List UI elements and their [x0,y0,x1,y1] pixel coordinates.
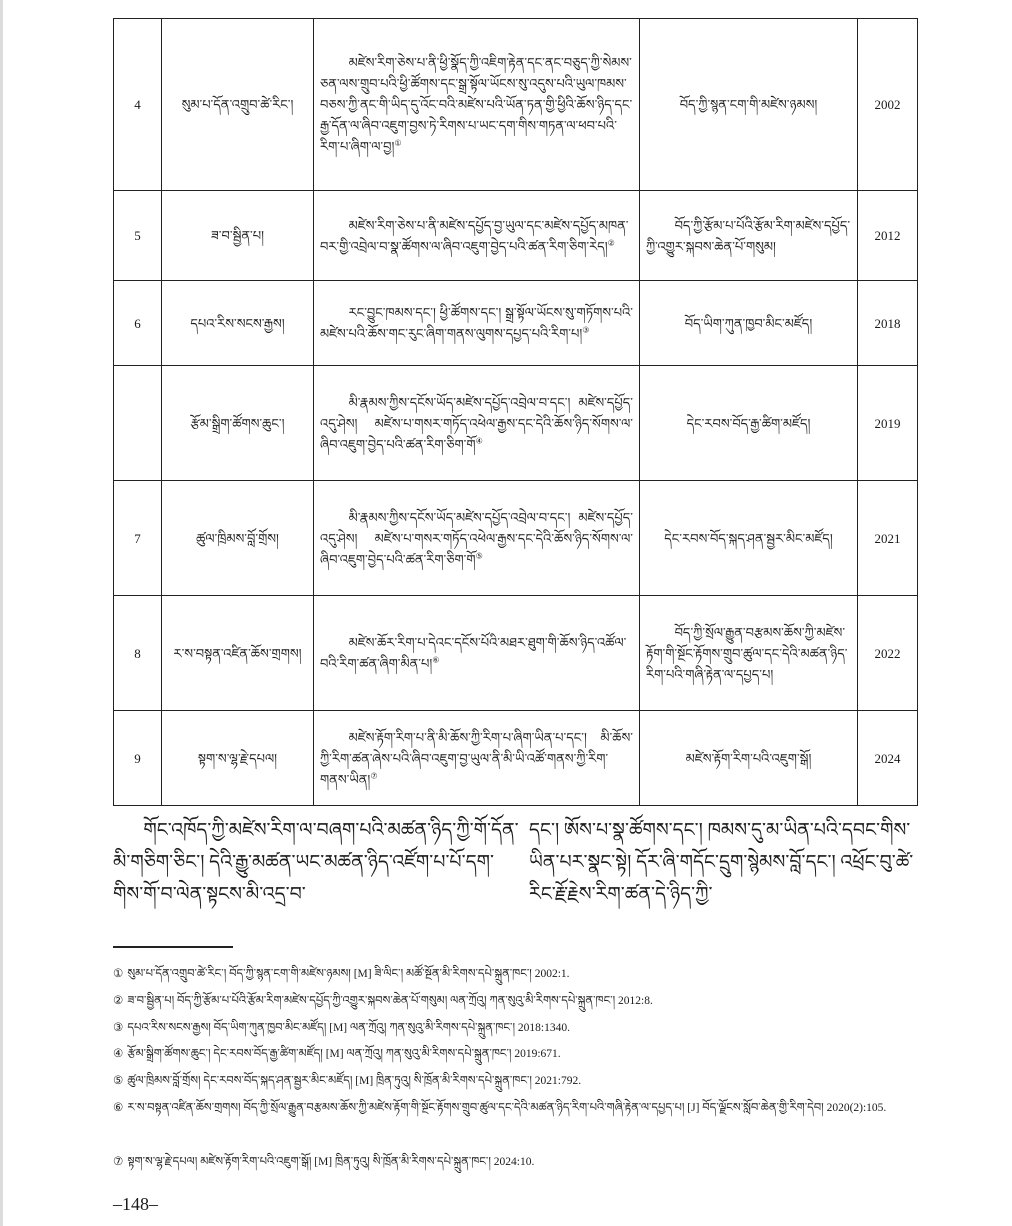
footnote [113,1149,917,1175]
footnote-ref[interactable]: ③ [582,325,590,335]
author-name: དཔའ་རིས་སངས་རྒྱས། [162,281,314,366]
table-row [114,596,918,711]
footnote-text: ཚུལ་ཁྲིམས་བློ་གྲོས། དེང་རབས་བོད་སྐད་ཤན་སྦྱར་མིང་མཛོད། [M] ཁྲིན་ཏུའུ། སི་ཁྲོན་མི་རིགས་དཔེ་སྐྲུན་ཁང་། 2021:792. [127,1075,582,1087]
table-row [114,19,918,191]
work-title: དེང་རབས་བོད་རྒྱ་ཚིག་མཛོད། [640,366,858,481]
footnote-text: དཔའ་རིས་སངས་རྒྱས། བོད་ཡིག་ཀུན་ཁྱབ་མིང་མཛོད། [M] ལན་ཀྲོའུ། ཀན་སུའུ་མི་རིགས་དཔེ་སྐྲུན་ཁང་། 2018:1340. [127,1022,570,1034]
table-row [114,366,918,481]
row-number: 6 [114,281,162,366]
page-number: –148– [113,1194,158,1214]
definitions-table [113,18,918,806]
year: 2019 [858,366,918,481]
footnote-mark: ④ [113,1048,124,1060]
year: 2024 [858,711,918,806]
row-number: 4 [114,19,162,191]
page-edge [0,0,3,1226]
work-title: བོད་ཡིག་ཀུན་ཁྱབ་མིང་མཛོད། [640,281,858,366]
row-number: 8 [114,596,162,711]
author-name: ཟ་བ་སྦྱིན་པ། [162,191,314,281]
work-title: བོད་ཀྱི་རྩོམ་པ་པོའི་རྩོམ་རིག་མཛེས་དཔྱོད་ཀྱི་འགྱུར་སྐབས་ཆེན་པོ་གསུམ། [640,191,858,281]
footnote-text: སུམ་པ་དོན་འགྲུབ་ཚེ་རིང་། བོད་ཀྱི་སྙན་ངག་གི་མཛེས་ཉམས། [M] ཟི་ལིང་། མཚོ་སྔོན་མི་རིགས་དཔེ་སྐྲུན་ཁང་། 2002:1. [127,968,570,980]
author-name: ར་ས་བསྟན་འཛིན་ཆོས་གྲགས། [162,596,314,711]
definition-text: མཛེས་རིག་ཅེས་པ་ནི་མཛེས་དཔྱོད་བྱ་ཡུལ་དང་མཛེས་དཔྱོད་མཁན་བར་གྱི་འབྲེལ་བ་སྣ་ཚོགས་ལ་ཞིབ་འཇུག་བྱེད་པའི་ཚན་རིག་ཅིག་རེད།② [314,191,640,281]
footnote-separator [113,946,233,948]
footnote [113,1041,917,1067]
footnote-text: སྟག་ས་ལྷ་རྗེ་དཔལ། མཛེས་རྟོག་རིག་པའི་འཇུག་སྒོ། [M] ཁྲིན་ཏུའུ། སི་ཁྲོན་མི་རིགས་དཔེ་སྐྲུན་ཁང་། 2024:10. [127,1156,535,1168]
author-name: རྩོམ་སྒྲིག་ཚོགས་ཆུང་། [162,366,314,481]
author-name: ཚུལ་ཁྲིམས་བློ་གྲོས། [162,481,314,596]
definition-text: མི་རྣམས་ཀྱིས་དངོས་ཡོད་མཛེས་དཔྱོད་འབྲེལ་བ་དང་། མཛེས་དཔྱོད་འདུ་ཤེས། མཛེས་པ་གསར་གཏོད་འཕེལ་རྒྱས་དང་དེའི་ཆོས་ཉིད་སོགས་ལ་ཞིབ་འཇུག་བྱེད་པའི་ཚན་རིག་ཅིག་གོ④ [314,366,640,481]
footnote-mark: ③ [113,1022,124,1034]
footnote-ref[interactable]: ⑤ [475,551,483,561]
definition-text: རང་བྱུང་ཁམས་དང་། ཕྱི་ཚོགས་དང་། སྒྲ་སྟོལ་ཡོངས་སུ་གཏོགས་པའི་མཛེས་པའི་ཆོས་གང་རུང་ཞིག་གནས་ལུགས་དཔྱད་པའི་རིག་པ།③ [314,281,640,366]
row-number: 5 [114,191,162,281]
footnote [113,1015,917,1041]
footnote-text: རྩོམ་སྒྲིག་ཚོགས་ཆུང་། དེང་རབས་བོད་རྒྱ་ཚིག་མཛོད། [M] ལན་ཀྲོའུ། ཀན་སུའུ་མི་རིགས་དཔེ་སྐྲུན་ཁང་། 2019:671. [127,1048,561,1060]
footnote-mark: ⑦ [113,1156,124,1168]
footnote [113,988,917,1014]
footnote-ref[interactable]: ⑦ [370,771,378,781]
table-row [114,191,918,281]
year: 2022 [858,596,918,711]
work-title: བོད་ཀྱི་སྙན་ངག་གི་མཛེས་ཉམས། [640,19,858,191]
work-title: བོད་ཀྱི་སྲོལ་རྒྱུན་བརྩམས་ཆོས་ཀྱི་མཛེས་རྟོག་གི་སྔོང་རྟོགས་གྲུབ་ཚུལ་དང་དེའི་མཚན་ཉིད་རིག་པའི་གཞི་རྟེན་ལ་དཔྱད་པ། [640,596,858,711]
work-title: དེང་རབས་བོད་སྐད་ཤན་སྦྱར་མིང་མཛོད། [640,481,858,596]
footnote-mark: ② [113,995,124,1007]
definition-text: མི་རྣམས་ཀྱིས་དངོས་ཡོད་མཛེས་དཔྱོད་འབྲེལ་བ་དང་། མཛེས་དཔྱོད་འདུ་ཤེས། མཛེས་པ་གསར་གཏོད་འཕེལ་རྒྱས་དང་དེའི་ཆོས་ཉིད་སོགས་ལ་ཞིབ་འཇུག་བྱེད་པའི་ཚན་རིག་ཅིག་གོ⑤ [314,481,640,596]
footnote [113,1068,917,1094]
year: 2018 [858,281,918,366]
work-title: མཛེས་རྟོག་རིག་པའི་འཇུག་སྒོ། [640,711,858,806]
author-name: སྟག་ས་ལྷ་རྗེ་དཔལ། [162,711,314,806]
footnote-text: ཟ་བ་སྦྱིན་པ། བོད་ཀྱི་རྩོམ་པ་པོའི་རྩོམ་རིག་མཛེས་དཔྱོད་ཀྱི་འགྱུར་སྐབས་ཆེན་པོ་གསུམ། ལན་ཀྲོའུ། ཀན་སུའུ་མི་རིགས་དཔེ་སྐྲུན་ཁང་། 2012:8. [127,995,653,1007]
row-number: 9 [114,711,162,806]
row-number [114,366,162,481]
body-column-right: དང་། ཨོས་པ་སྣ་ཚོགས་དང་། ཁམས་དུ་མ་ཡིན་པའི་དབང་གིས་ཡིན་པར་སྣང་སྟེ། དོར་ཞི་གདོང་དྲུག་སྙེམས་བློ་དང་། འཕྲོང་བུ་ཚེ་རིང་རྗོ་རྗེས་རིག་ཚན་དེ་ཉིད་ཀྱི་ [529,820,914,905]
year: 2021 [858,481,918,596]
row-number: 7 [114,481,162,596]
footnote [113,1095,917,1121]
footnote-text: ར་ས་བསྟན་འཛིན་ཆོས་གྲགས། བོད་ཀྱི་སྲོལ་རྒྱུན་བརྩམས་ཆོས་ཀྱི་མཛེས་རྟོག་གི་སྔོང་རྟོགས་གྲུབ་ཚུལ་དང་དེའི་མཚན་ཉིད་རིག་པའི་གཞི་རྟེན་ལ་དཔྱད་པ། [J] བོད་ལྗོངས་སློབ་ཆེན་གྱི་རིག་དེབ། 2020(2):105. [127,1102,887,1114]
footnote-ref[interactable]: ④ [475,436,483,446]
footnote-ref[interactable]: ⑥ [432,655,440,665]
table-row [114,481,918,596]
definition-text: མཛེས་ཆོར་རིག་པ་དེའང་དངོས་པོའི་མཐར་ཐུག་གི་ཆོས་ཉིད་འཚོལ་བའི་རིག་ཚན་ཞིག་མིན་པ།⑥ [314,596,640,711]
footnote-ref[interactable]: ① [394,138,402,148]
definition-text: མཛེས་རིག་ཅེས་པ་ནི་ཕྱི་སྣོད་ཀྱི་འཇིག་རྟེན་དང་ནང་བཅུད་ཀྱི་སེམས་ཅན་ལས་གྲུབ་པའི་ཕྱི་ཚོགས་དང་སྒྲ་སྟོལ་ཡོངས་སུ་འདུས་པའི་ཡུལ་ཁམས་བཅས་ཀྱི་ནང་གི་ཡིད་དུ་འོང་བའི་མཛེས་པའི་ཡོན་ཏན་གྱི་ཕྱིའི་ཆོས་ཉིད་དང་རྒྱ་དོན་ལ་ཞིབ་འཇུག་བྱས་ཏེ་རིགས་པ་ཡང་དག་གིས་གཏན་ལ་ཕབ་པའི་རིག་པ་ཞིག་ལ་བྱ།① [314,19,640,191]
body-column-left: གོང་འཁོད་ཀྱི་མཛེས་རིག་ལ་བཞག་པའི་མཚན་ཉིད་ཀྱི་གོ་དོན་མི་གཅིག་ཅིང་། དེའི་རྒྱུ་མཚན་ཡང་མཚན་ཉིད་འཛོག་པ་པོ་དག་གིས་གོ་བ་ལེན་སྟངས་མི་འདྲ་བ་ [113,820,519,905]
footnote [113,961,917,987]
footnote-mark: ① [113,968,124,980]
footnote-mark: ⑥ [113,1102,124,1114]
year: 2002 [858,19,918,191]
footnote-ref[interactable]: ② [607,238,615,248]
author-name: སུམ་པ་དོན་འགྲུབ་ཚེ་རིང་། [162,19,314,191]
table-row [114,711,918,806]
definition-text: མཛེས་རྟོག་རིག་པ་ནི་མི་ཆོས་ཀྱི་རིག་པ་ཞིག་ཡིན་པ་དང་། མི་ཆོས་ཀྱི་རིག་ཚན་ཞེས་པའི་ཞིབ་འཇུག་བྱ་ཡུལ་ནི་མི་ཡི་འཚོ་གནས་ཀྱི་རིག་གནས་ཡིན།⑦ [314,711,640,806]
footnote-mark: ⑤ [113,1075,124,1087]
year: 2012 [858,191,918,281]
table-row [114,281,918,366]
